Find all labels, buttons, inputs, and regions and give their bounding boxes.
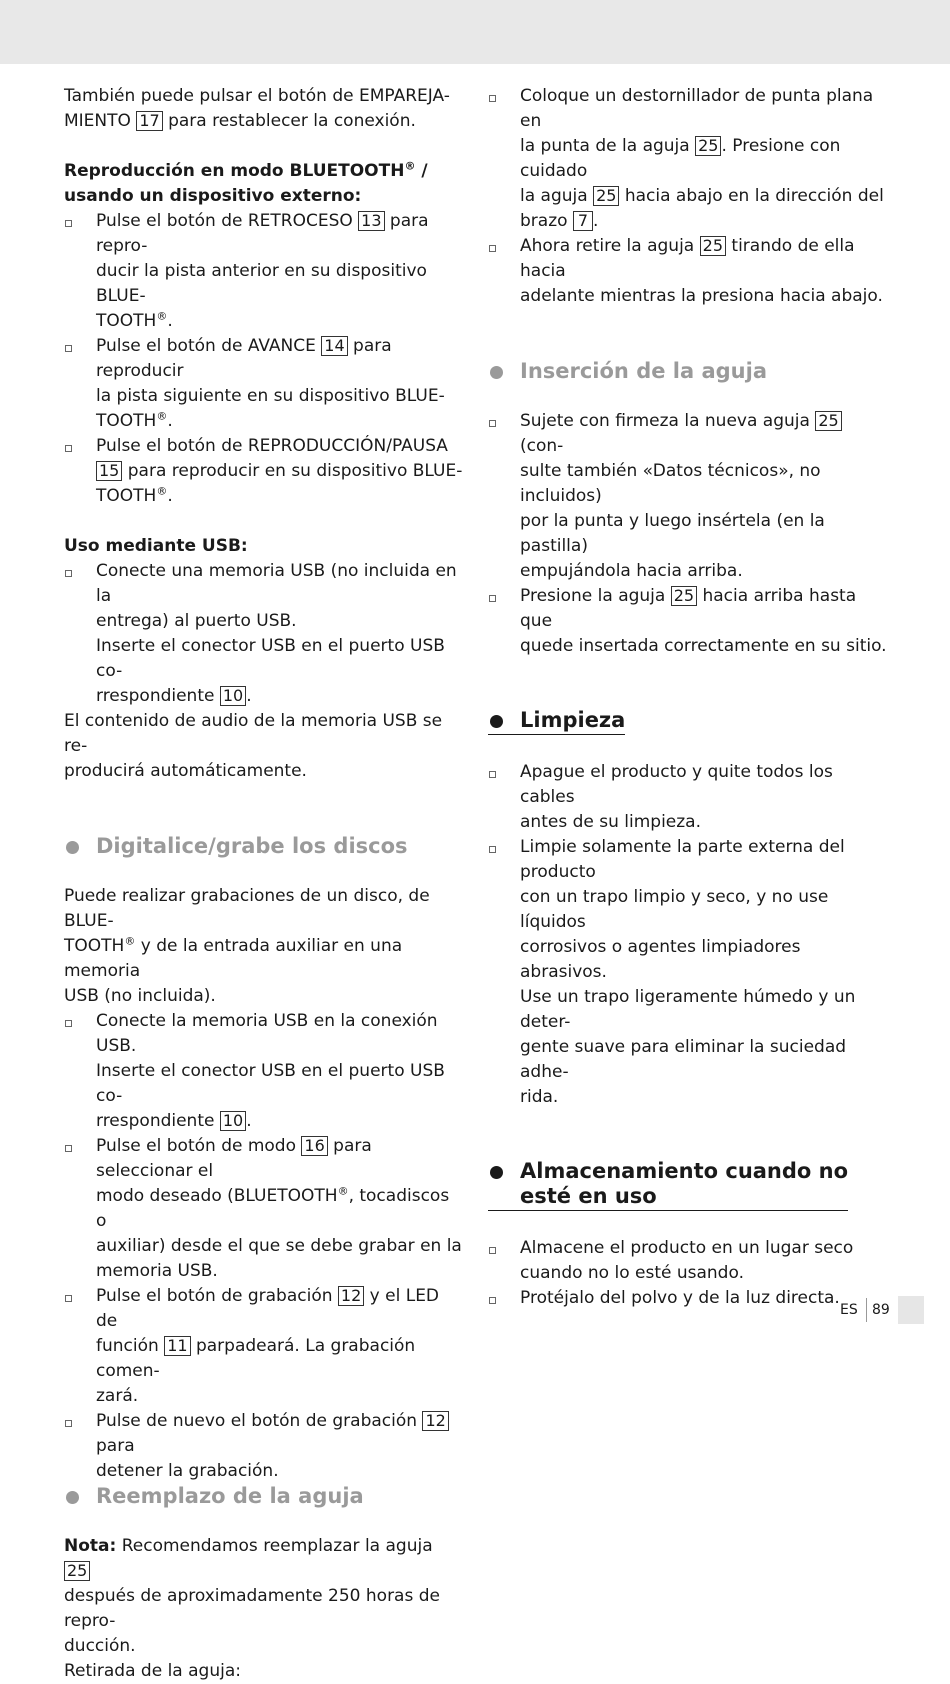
- ref-number: 15: [96, 461, 122, 481]
- right-column: [488, 83, 888, 1311]
- section-heading-insert-needle: Inserción de la aguja: [488, 359, 888, 384]
- note-paragraph: Nota: Recomendamos reemplazar la aguja 25 después de aproximadamente 250 horas de repro- ducción.: [64, 1536, 440, 1656]
- section-heading-replace-needle: Reemplazo de la aguja: [64, 1484, 464, 1509]
- ref-number: 25: [700, 236, 726, 256]
- ref-number: 16: [301, 1136, 327, 1156]
- usb-note: El contenido de audio de la memoria USB se re- producirá automáticamente.: [64, 711, 443, 781]
- page-number: 89: [872, 1302, 890, 1318]
- ref-number: 10: [220, 686, 246, 706]
- usb-heading: Uso mediante USB:: [64, 536, 248, 556]
- ref-number: 17: [136, 111, 162, 131]
- list-item: Pulse el botón de grabación 12 y el LED de función 11 parpadeará. La grabación comen- zará.: [64, 1284, 464, 1409]
- language-code: ES: [840, 1302, 858, 1318]
- list-item: Limpie solamente la parte externa del producto con un trapo limpio y seco, y no use líquidos corrosivos o agentes limpiadores abrasivos. Use un trapo ligeramente húmedo y un deter- gente suave para eliminar la suciedad adhe- rida.: [488, 835, 888, 1110]
- footer-divider: [866, 1298, 867, 1322]
- ref-number: 25: [815, 411, 841, 431]
- list-item: Conecte la memoria USB en la conexión USB. Inserte el conector USB en el puerto USB co- rrespondiente 10 .: [64, 1009, 464, 1134]
- list-item: Protéjalo del polvo y de la luz directa.: [488, 1286, 888, 1311]
- list-item: Presione la aguja 25 hacia arriba hasta que quede insertada correctamente en su sitio.: [488, 584, 888, 659]
- ref-number: 25: [695, 136, 721, 156]
- ref-number: 10: [220, 1111, 246, 1131]
- ref-number: 12: [422, 1411, 448, 1431]
- section-heading-storage: Almacenamiento cuando no esté en uso: [488, 1159, 848, 1211]
- list-item: Pulse el botón de modo 16 para seleccionar el modo deseado (BLUETOOTH®, tocadiscos o auxiliar) desde el que se debe grabar en la memoria USB.: [64, 1134, 464, 1284]
- left-column: [64, 83, 464, 1684]
- bluetooth-heading: Reproducción en modo BLUETOOTH® / usando un dispositivo externo:: [64, 159, 428, 206]
- ref-number: 7: [573, 211, 593, 231]
- list-item: Pulse el botón de RETROCESO 13 para repro- ducir la pista anterior en su dispositivo BLUE- TOOTH®.: [64, 209, 464, 334]
- ref-number: 11: [164, 1336, 190, 1356]
- list-item: Pulse de nuevo el botón de grabación 12 para detener la grabación.: [64, 1409, 464, 1484]
- list-item: Ahora retire la aguja 25 tirando de ella hacia adelante mientras la presiona hacia abajo.: [488, 234, 888, 309]
- list-item: Apague el producto y quite todos los cables antes de su limpieza.: [488, 760, 888, 835]
- ref-number: 25: [671, 586, 697, 606]
- list-item: Almacene el producto en un lugar seco cuando no lo esté usando.: [488, 1236, 888, 1286]
- ref-number: 12: [338, 1286, 364, 1306]
- removal-label: Retirada de la aguja:: [64, 1661, 241, 1681]
- list-item: Pulse el botón de REPRODUCCIÓN/PAUSA 15 para reproducir en su dispositivo BLUE- TOOTH®.: [64, 434, 464, 509]
- list-item: Sujete con firmeza la nueva aguja 25 (con- sulte también «Datos técnicos», no incluidos) por la punta y luego insértela (en la pastilla) empujándola hacia arriba.: [488, 409, 888, 584]
- ref-number: 13: [358, 211, 384, 231]
- section-heading-cleaning: Limpieza: [488, 708, 625, 735]
- list-item: Conecte una memoria USB (no incluida en la entrega) al puerto USB. Inserte el conector USB en el puerto USB co- rrespondiente 10 .: [64, 559, 464, 709]
- page-tab-marker: [898, 1296, 924, 1324]
- section-heading-digitalize: Digitalice/grabe los discos: [64, 834, 464, 859]
- list-item: Pulse el botón de AVANCE 14 para reproducir la pista siguiente en su dispositivo BLUE- TOOTH®.: [64, 334, 464, 434]
- ref-number: 25: [593, 186, 619, 206]
- digitalize-intro: Puede realizar grabaciones de un disco, de BLUE- TOOTH® y de la entrada auxiliar en una memoria USB (no incluida).: [64, 886, 430, 1006]
- ref-number: 25: [64, 1561, 90, 1581]
- intro-paragraph: También puede pulsar el botón de EMPAREJA- MIENTO 17 para restablecer la conexión.: [64, 86, 450, 131]
- ref-number: 14: [321, 336, 347, 356]
- page-header-band: [0, 0, 950, 64]
- list-item: Coloque un destornillador de punta plana en la punta de la aguja 25 . Presione con cuidado la aguja 25 hacia abajo en la dirección del brazo 7 .: [488, 84, 888, 234]
